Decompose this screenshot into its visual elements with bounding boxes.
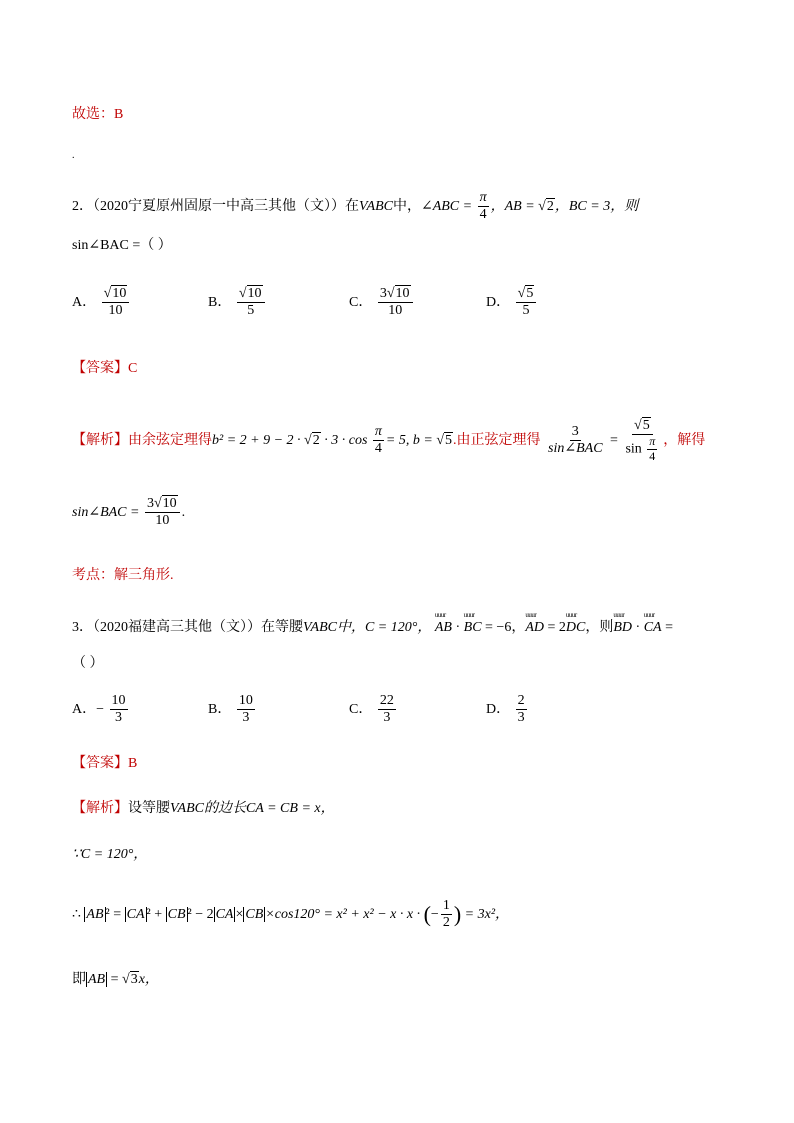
q2-option-d[interactable]: D． $\frac{√5}{5}$ xyxy=(486,286,538,319)
q2-kaodian: 考点：解三角形. xyxy=(72,568,174,583)
q2-analysis-three: 3 xyxy=(570,424,581,441)
q3-cos: ×cos120° = x² + x² − x · x · xyxy=(265,906,421,922)
q3-vec-bd: uuur BD xyxy=(613,620,632,636)
q3-answer-tag: 【答案】 xyxy=(72,756,128,771)
q2-analysis-tag: 【解析】 xyxy=(72,433,128,449)
q2-pi: π xyxy=(478,190,489,207)
q3-d-num: 2 xyxy=(516,693,527,710)
q3-b-den: 3 xyxy=(242,710,250,726)
q3-eq3: = xyxy=(661,620,673,635)
q2-analysis: 【解析】由余弦定理得b² = 2 + 9 − 2 · √2 · 3 · cos $\frac{\pi}{4}$ = 5, b = √5.由正弦定理得 $\frac{3}{\text{sin∠BAC}}$ = √5 sin $\frac{\pi}{4}$ ，解得 xyxy=(72,418,706,463)
q3-analysis xyxy=(72,797,335,817)
question-3-stem-line2: （ ） xyxy=(72,656,104,671)
q3-ji-eq: = xyxy=(107,972,123,987)
q2-answer-value: C xyxy=(128,361,138,376)
q3-sq2: ² + xyxy=(146,906,166,922)
q3-therefore-sym: ∴ xyxy=(72,906,81,922)
q2-option-d-letter: D． xyxy=(486,294,511,310)
q2-result: sin∠BAC = $\frac{3√10}{10}$ . xyxy=(72,496,186,529)
q3-eq2: = 2 xyxy=(544,620,566,635)
q2-triangle: VABC xyxy=(359,198,393,214)
q2-a-den: 10 xyxy=(108,303,123,319)
q2-c-num: 10 xyxy=(395,286,410,301)
q3-vec-ad: uuur AD xyxy=(525,620,544,636)
q2-b-num: 10 xyxy=(247,286,262,301)
q2-sqrt2: √2 xyxy=(538,198,554,214)
q3-b-num: 10 xyxy=(237,693,255,710)
q3-a-sign: − xyxy=(96,701,105,717)
q3-ji-tail: x， xyxy=(138,972,159,987)
q3-abs-ab: AB xyxy=(86,906,104,922)
q3-abs-ca: CA xyxy=(126,906,145,922)
q3-c-num: 22 xyxy=(378,693,396,710)
q2-b-den: 5 xyxy=(247,303,255,319)
q3-option-c-letter: C． xyxy=(349,701,373,717)
q3-vec-dc: uuur DC xyxy=(566,620,585,636)
q2-option-b[interactable]: B． $\frac{√10}{5}$ xyxy=(208,286,267,319)
q3-answer-value: B xyxy=(128,756,138,771)
prev-answer: 故选：B xyxy=(72,107,124,122)
q3-half-num: 1 xyxy=(441,898,452,915)
q2-ab: ，AB = xyxy=(490,198,535,214)
q2-option-a-letter: A． xyxy=(72,294,97,310)
q3-answer xyxy=(72,752,137,772)
q3-mid: 中，C = 120°， xyxy=(336,620,432,635)
q2-analysis-formula2: · 3 · cos xyxy=(320,433,368,449)
q2-analysis-text1: 由余弦定理得 xyxy=(128,433,212,449)
q3-option-a[interactable] xyxy=(72,693,130,726)
q3-eq1: = −6， xyxy=(481,620,526,635)
q3-tail: = 3x²， xyxy=(461,906,510,922)
q2-analysis-formula3: = 5, b = xyxy=(385,433,437,449)
q2-option-a[interactable]: A． $\frac{√10}{10}$ xyxy=(72,286,131,319)
q3-ji-sqrt3: 3 xyxy=(130,972,138,987)
q3-ji-ab: AB xyxy=(88,972,106,987)
q2-result-num: 10 xyxy=(162,496,177,511)
q2-analysis-text2: .由正弦定理得 xyxy=(453,433,541,449)
q3-then: ，则 xyxy=(585,620,614,635)
q2-four: 4 xyxy=(479,207,487,223)
q2-result-label: sin∠BAC = xyxy=(72,504,140,520)
q2-analysis-formula: b² = 2 + 9 − 2 · xyxy=(212,433,305,449)
q2-option-c[interactable]: C． $\frac{3√10}{10}$ xyxy=(349,286,415,319)
q2-answer xyxy=(72,357,137,377)
q2-option-b-letter: B． xyxy=(208,294,232,310)
q2-bc: ，BC = 3，则 xyxy=(554,198,639,214)
q2-d-num: 5 xyxy=(526,286,534,301)
q3-abs-cb2: CB xyxy=(245,906,264,922)
q2-mid: 中， xyxy=(392,198,421,214)
q2-analysis-sinbac: sin∠BAC xyxy=(548,441,603,457)
q3-vec-ca: uuur CA xyxy=(644,620,662,636)
q2-analysis-text3: ，解得 xyxy=(663,433,706,449)
q3-abs-ca2: CA xyxy=(215,906,234,922)
q3-vec-bc: uuur BC xyxy=(464,620,482,636)
q2-prefix: 2．（2020宁夏原州固原一中高三其他（文））在 xyxy=(72,198,359,214)
q2-c-coef: 3 xyxy=(379,286,387,301)
q3-sq3: ² − 2 xyxy=(187,906,214,922)
q2-a-num: 10 xyxy=(112,286,127,301)
q3-option-b-letter: B． xyxy=(208,701,232,717)
question-2-stem-line2: sin∠BAC =（ ） xyxy=(72,238,172,253)
q3-option-d-letter: D． xyxy=(486,701,511,717)
q2-option-c-letter: C． xyxy=(349,294,373,310)
q3-a-den: 3 xyxy=(115,710,123,726)
q3-half-den: 2 xyxy=(442,915,450,931)
q2-c-den: 10 xyxy=(388,303,403,319)
q3-abs-cb: CB xyxy=(167,906,186,922)
q3-because: ∵C = 120°， xyxy=(72,847,148,862)
q3-analysis-tag: 【解析】 xyxy=(72,801,128,816)
q2-answer-tag: 【答案】 xyxy=(72,361,128,376)
q3-option-d[interactable] xyxy=(486,693,529,726)
q3-ji: 即 AB = √3x， xyxy=(72,972,159,987)
q3-triangle: VABC xyxy=(303,620,337,635)
q2-result-coef: 3 xyxy=(146,496,154,511)
q3-c-den: 3 xyxy=(383,710,391,726)
q2-result-den: 10 xyxy=(155,513,170,529)
q3-therefore: ∴ AB ² = CA ² + CB ² − 2 CA × CB ×cos120° = x² + x² − x · x · (− $\frac{1}{2}$ ) = 3x²， xyxy=(72,898,510,931)
dot-mark: . xyxy=(72,150,75,161)
q3-option-c[interactable] xyxy=(349,693,398,726)
q3-prefix: 3．（2020福建高三其他（文））在等腰 xyxy=(72,620,303,635)
q2-angle: ∠ABC = xyxy=(420,198,473,214)
question-2-stem xyxy=(72,190,638,223)
q3-d-den: 3 xyxy=(517,710,525,726)
q3-analysis-text: 设等腰 xyxy=(128,801,170,816)
question-3-stem: 3．（2020福建高三其他（文））在等腰VABC中，C = 120°， uuur AB · uuur BC = −6，uuur AD = 2uuur DC，则uuur BD · uuur CA = xyxy=(72,616,673,636)
q3-times: × xyxy=(235,906,244,922)
q3-option-a-letter: A． xyxy=(72,701,97,717)
q2-pi-frac xyxy=(478,190,489,223)
q2-analysis-sin: sin xyxy=(625,441,642,457)
q3-ji-label: 即 xyxy=(72,972,86,987)
q3-vec-ab: uuur AB xyxy=(435,620,452,636)
q3-sq1: ² = xyxy=(105,906,125,922)
q3-a-num: 10 xyxy=(110,693,128,710)
q3-option-b[interactable] xyxy=(208,693,257,726)
q2-d-den: 5 xyxy=(522,303,530,319)
q3-analysis-tri: VABC xyxy=(170,801,204,816)
q3-analysis-text2: 的边长CA = CB = x， xyxy=(203,801,335,816)
